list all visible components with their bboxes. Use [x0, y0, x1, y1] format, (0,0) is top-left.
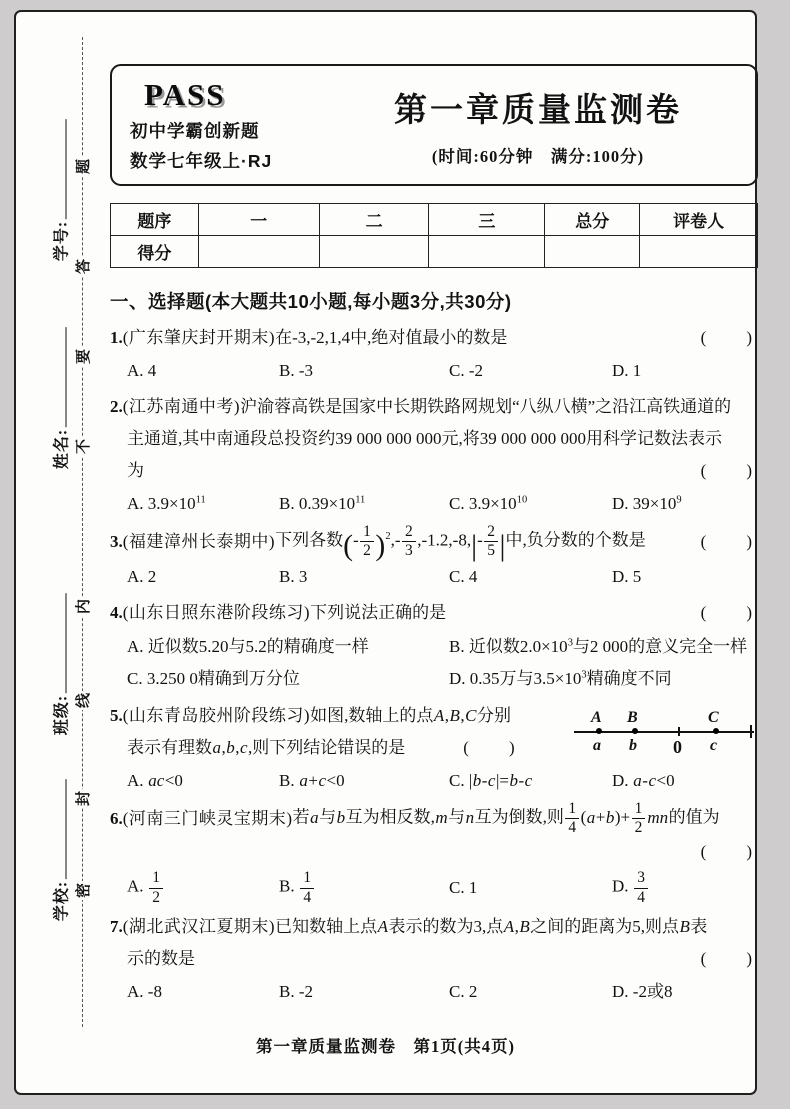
- seal-char: 题: [66, 157, 99, 176]
- zero-label: 0: [673, 736, 682, 757]
- option-d: D. 1: [612, 361, 642, 380]
- seal-char: 答: [66, 257, 99, 276]
- option-b: B. -3: [279, 361, 313, 380]
- score-col-header: 题序: [111, 204, 199, 236]
- answer-bracket: ( ): [700, 531, 754, 551]
- question-3: [110, 524, 758, 592]
- option-a: A. 4: [127, 361, 157, 380]
- question-text: 如图,数轴上的点A,B,C分别: [310, 705, 511, 725]
- question-text: 示的数是: [127, 949, 195, 968]
- seal-char: 封: [66, 789, 99, 808]
- option-b: B. $0.39\times 10^{11}$: [279, 494, 366, 513]
- score-cell: [319, 236, 429, 268]
- question-4: [110, 597, 758, 695]
- option-a: A. -8: [127, 982, 162, 1001]
- question-source: (湖北武汉江夏期末): [122, 917, 276, 936]
- question-number: 6.: [110, 808, 123, 828]
- question-5: [110, 700, 758, 796]
- question-text: 为: [127, 461, 144, 480]
- option-b: B. 3: [279, 566, 308, 586]
- score-col-header: 评卷人: [640, 204, 758, 236]
- question-text: 表示有理数a,b,c,则下列结论错误的是: [127, 737, 406, 757]
- seal-char: 内: [66, 597, 99, 616]
- score-table-score-row: [111, 236, 758, 268]
- question-text: 若a与b互为相反数,m与n互为倒数,则 $\frac{1}{4}$ (a+b)+ $\frac{1}{2}$ mn的值为: [292, 799, 720, 837]
- option-d: D. 0.35万与$3.5\times 10^3$精确度不同: [449, 668, 672, 688]
- option-a: A. 近似数5.20与5.2的精确度一样: [127, 636, 369, 656]
- score-cell: [545, 236, 640, 268]
- score-cell: [198, 236, 319, 268]
- question-number: 4.: [110, 602, 123, 622]
- zero-tick: [678, 727, 680, 736]
- student-name-label: 姓名:: [53, 428, 71, 470]
- school-label: 学校:: [53, 880, 71, 922]
- option-d: D. -2或8: [612, 982, 673, 1001]
- section-title: 一、选择题(本大题共10小题,每小题3分,共30分): [110, 291, 512, 312]
- brand-series-label: 初中学霸创新题: [130, 121, 260, 141]
- exam-header-box: [110, 64, 758, 186]
- time-score-subtitle: (时间:60分钟 满分:100分): [431, 146, 645, 166]
- question-1: [110, 322, 758, 386]
- seal-char: 不: [66, 437, 99, 456]
- value-b-label: b: [629, 736, 637, 754]
- option-c: C. |b-c|=b-c: [449, 770, 533, 790]
- option-d: D. a-c<0: [612, 770, 675, 790]
- class-label: 班级:: [53, 694, 71, 736]
- score-col-header: 二: [319, 204, 429, 236]
- score-table-header-row: [111, 204, 758, 236]
- question-text: 已知数轴上点A表示的数为3,点A,B之间的距离为5,则点B表: [275, 917, 708, 936]
- point-A-label: A: [591, 708, 602, 726]
- point-B-dot: [632, 728, 638, 734]
- option-a: A. 2: [127, 566, 157, 586]
- seal-dashed-line: [82, 37, 83, 1027]
- school-blank: [52, 779, 66, 879]
- point-C-label: C: [708, 708, 719, 726]
- question-text: 下列说法正确的是: [310, 602, 447, 622]
- question-source: (广东肇庆封开期末): [122, 328, 276, 347]
- point-A-dot: [596, 728, 602, 734]
- question-number: 7.: [110, 917, 123, 936]
- pass-logo: PASS: [144, 77, 226, 112]
- question-text: 沪渝蓉高铁是国家中长期铁路网规划“八纵八横”之沿江高铁通道的: [240, 397, 732, 416]
- option-b: B. -2: [279, 982, 313, 1001]
- seal-char: 要: [66, 347, 99, 366]
- answer-bracket: ( ): [700, 461, 754, 480]
- option-c: C. 3.250 0精确到万分位: [127, 668, 300, 688]
- student-name-blank: [52, 327, 66, 427]
- score-col-header: 三: [429, 204, 545, 236]
- brand-subject-label: 数学七年级上·RJ: [130, 151, 273, 171]
- question-6: [110, 801, 758, 906]
- option-c: C. 1: [449, 878, 478, 898]
- question-text: 在-3,-2,1,4中,绝对值最小的数是: [275, 328, 508, 347]
- option-d: D. $\frac{3}{4}$: [612, 870, 758, 906]
- score-row-label: 得分: [111, 236, 199, 268]
- number-line-figure: [572, 706, 758, 760]
- answer-bracket: ( ): [700, 602, 754, 622]
- value-a-label: a: [593, 736, 601, 754]
- seal-char: 密: [66, 881, 99, 900]
- value-c-label: c: [710, 736, 718, 754]
- answer-bracket: ( ): [700, 328, 754, 347]
- page-title: 第一章质量监测卷: [394, 90, 682, 128]
- option-c: C. 2: [449, 982, 478, 1001]
- answer-bracket: ( ): [700, 842, 754, 862]
- seal-char: 线: [66, 691, 99, 710]
- question-number: 5.: [110, 705, 123, 725]
- option-c: C. 4: [449, 566, 478, 586]
- question-source: (福建漳州长泰期中): [122, 531, 276, 551]
- answer-bracket: ( ): [463, 737, 517, 757]
- options-row: [127, 977, 758, 1007]
- options-row: [127, 489, 758, 519]
- class-blank: [52, 593, 66, 693]
- paper-sheet: [14, 10, 757, 1095]
- score-cell: [429, 236, 545, 268]
- question-text: 主通道,其中南通段总投资约39 000 000 000元,将39 000 000 000用科学记数法表示: [127, 429, 722, 448]
- score-cell: [640, 236, 758, 268]
- student-id-label: 学号:: [53, 220, 71, 262]
- score-col-header: 一: [198, 204, 319, 236]
- option-d: D. 5: [612, 566, 642, 586]
- option-a: A. ac<0: [127, 770, 183, 790]
- options-grid: [127, 631, 758, 695]
- page-footer: 第一章质量监测卷 第1页(共4页): [256, 1037, 515, 1056]
- question-source: (山东日照东港阶段练习): [122, 602, 311, 622]
- answer-bracket: ( ): [700, 949, 754, 968]
- question-number: 1.: [110, 328, 123, 347]
- title-block: [330, 84, 746, 167]
- brand-block: [130, 77, 330, 173]
- point-B-label: B: [627, 708, 638, 726]
- option-d: D. $39\times 10^9$: [612, 494, 682, 513]
- options-row: [127, 870, 758, 906]
- option-c: C. -2: [449, 361, 483, 380]
- option-b: B. a+c<0: [279, 770, 345, 790]
- question-text: 下列各数(- $\frac{1}{2}$ )$^2$,- $\frac{2}{3}$ ,-1.2,-8,|- $\frac{2}{5}$ |中,负分数的个数是: [275, 523, 646, 563]
- options-row: [127, 356, 758, 386]
- option-a: A. $3.9\times 10^{11}$: [127, 494, 206, 513]
- option-b: B. $\frac{1}{4}$: [279, 870, 449, 906]
- score-table: [110, 203, 758, 268]
- score-col-header: 总分: [545, 204, 640, 236]
- question-7: [110, 911, 758, 1007]
- end-tick: [750, 725, 752, 738]
- option-c: C. $3.9\times 10^{10}$: [449, 494, 528, 513]
- point-C-dot: [713, 728, 719, 734]
- question-2: [110, 391, 758, 519]
- question-source: (河南三门峡灵宝期末): [122, 808, 293, 828]
- options-row: [127, 766, 758, 796]
- question-source: (江苏南通中考): [122, 397, 241, 416]
- options-row: [127, 562, 758, 592]
- main-content: [110, 64, 758, 1012]
- question-number: 3.: [110, 531, 123, 551]
- question-number: 2.: [110, 397, 123, 416]
- question-source: (山东青岛胶州阶段练习): [122, 705, 311, 725]
- student-id-blank: [52, 119, 66, 219]
- option-b: B. 近似数$2.0\times 10^3$与2 000的意义完全一样: [449, 636, 748, 656]
- option-a: A. $\frac{1}{2}$: [127, 870, 279, 906]
